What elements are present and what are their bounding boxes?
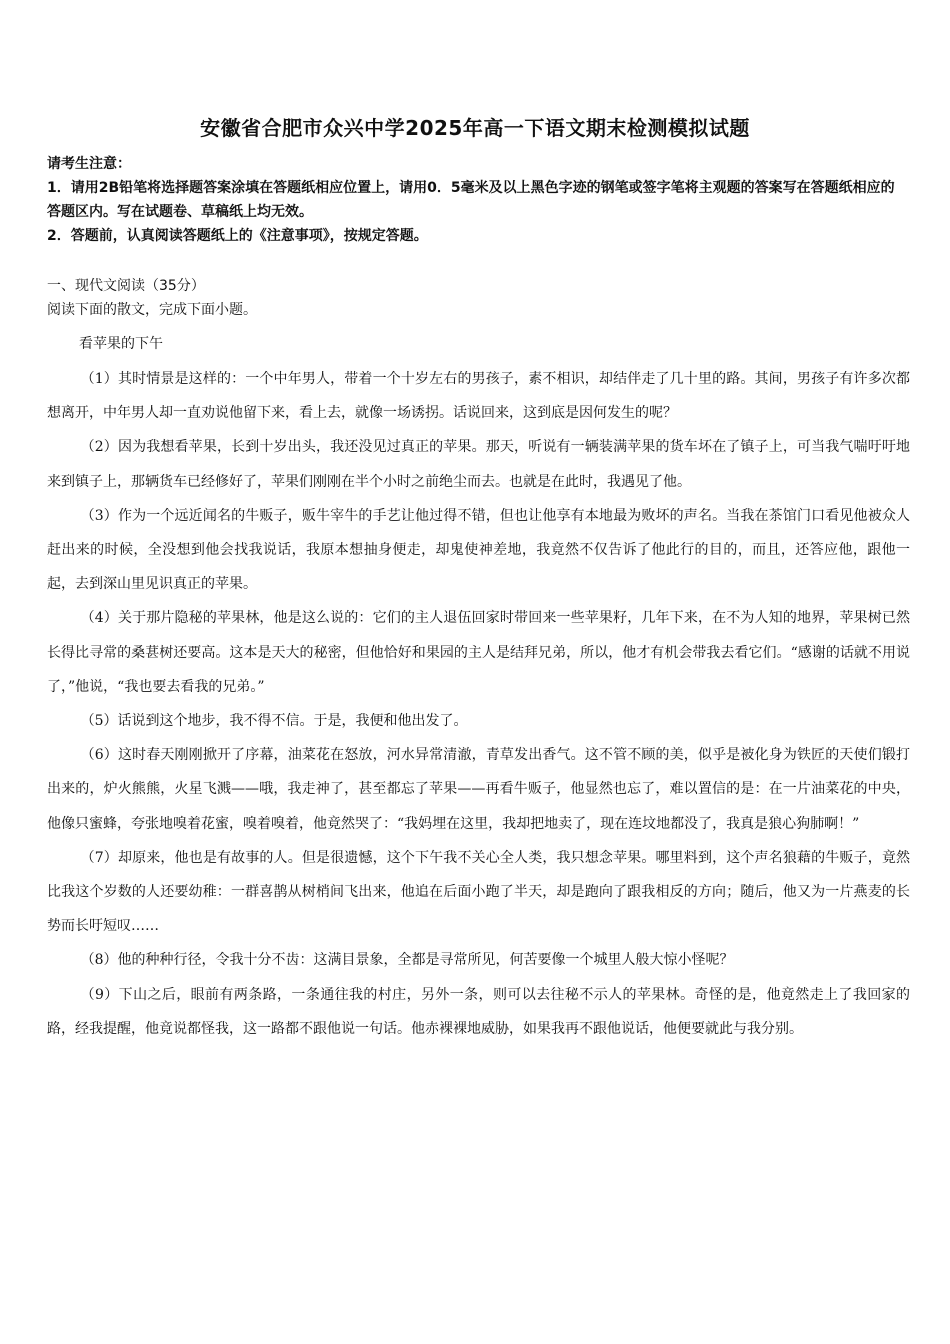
essay-paragraph: （3）作为一个远近闻名的牛贩子，贩牛宰牛的手艺让他过得不错，但也让他享有本地最为败坏的声名。当我在茶馆门口看见他被众人赶出来的时候，全没想到他会找我说话，我原本想抽身便走，却鬼使神差地，我竟然不仅告诉了他此行的目的，而且，还答应他，跟他一起，去到深山里见识真正的苹果。 [47, 507, 910, 593]
essay-paragraph: （5）话说到这个地步，我不得不信。于是，我便和他出发了。 [80, 713, 468, 730]
candidate-notice [47, 152, 907, 248]
notice-heading: 请考生注意： [47, 156, 131, 172]
notice-item: 1．请用2B铅笔将选择题答案涂填在答题纸相应位置上，请用0．5毫米及以上黑色字迹的钢笔或签字笔将主观题的答案写在答题纸相应的答题区内。写在试题卷、草稿纸上均无效。 [47, 180, 895, 220]
essay-paragraph: （6）这时春天刚刚掀开了序幕，油菜花在怒放，河水异常清澈，青草发出香气。这不管不顾的美，似乎是被化身为铁匠的天使们锻打出来的，炉火熊熊，火星飞溅——哦，我走神了，甚至都忘了苹果——再看牛贩子，他显然也忘了，难以置信的是：在一片油菜花的中央，他像只蜜蜂，夸张地嗅着花蜜，嗅着嗅着，他竟然哭了：“我妈埋在这里，我却把地卖了，现在连坟地都没了，我真是狼心狗肺啊！” [47, 747, 910, 832]
section-instruction: 阅读下面的散文，完成下面小题。 [47, 302, 257, 318]
essay-body [47, 362, 910, 1046]
essay-paragraph: （7）却原来，他也是有故事的人。但是很遗憾，这个下午我不关心全人类，我只想念苹果。哪里料到，这个声名狼藉的牛贩子，竟然比我这个岁数的人还要幼稚：一群喜鹊从树梢间飞出来，他追在后面小跑了半天，却是跑向了跟我相反的方向；随后，他又为一片燕麦的长势而长吁短叹…… [47, 849, 910, 935]
essay-paragraph: （9）下山之后，眼前有两条路，一条通往我的村庄，另外一条，则可以去往秘不示人的苹果林。奇怪的是，他竟然走上了我回家的路，经我提醒，他竟说都怪我，这一路都不跟他说一句话。他赤裸裸地威胁，如果我再不跟他说话，他便要就此与我分别。 [47, 986, 910, 1037]
essay-paragraph: （8）他的种种行径，令我十分不齿：这满目景象，全都是寻常所见，何苦要像一个城里人般大惊小怪呢？ [80, 952, 734, 969]
page-title: 安徽省合肥市众兴中学2025年高一下语文期末检测模拟试题 [200, 116, 750, 140]
essay-paragraph: （4）关于那片隐秘的苹果林，他是这么说的：它们的主人退伍回家时带回来一些苹果籽，几年下来，在不为人知的地界，苹果树已然长得比寻常的桑葚树还要高。这本是天大的秘密，但他恰好和果园的主人是结拜兄弟，所以，他才有机会带我去看它们。“感谢的话就不用说了，”他说，“我也要去看我的兄弟。” [47, 610, 910, 695]
section-heading: 一、现代文阅读（35分） [47, 278, 205, 294]
essay-paragraph: （1）其时情景是这样的：一个中年男人，带着一个十岁左右的男孩子，素不相识，却结伴走了几十里的路。其间，男孩子有许多次都想离开，中年男人却一直劝说他留下来，看上去，就像一场诱拐。话说回来，这到底是因何发生的呢？ [47, 371, 910, 422]
notice-item: 2．答题前，认真阅读答题纸上的《注意事项》，按规定答题。 [47, 228, 428, 244]
essay-title: 看苹果的下午 [79, 336, 163, 352]
essay-paragraph: （2）因为我想看苹果，长到十岁出头，我还没见过真正的苹果。那天，听说有一辆装满苹果的货车坏在了镇子上，可当我气喘吁吁地来到镇子上，那辆货车已经修好了，苹果们刚刚在半个小时之前绝尘而去。也就是在此时，我遇见了他。 [47, 439, 910, 490]
